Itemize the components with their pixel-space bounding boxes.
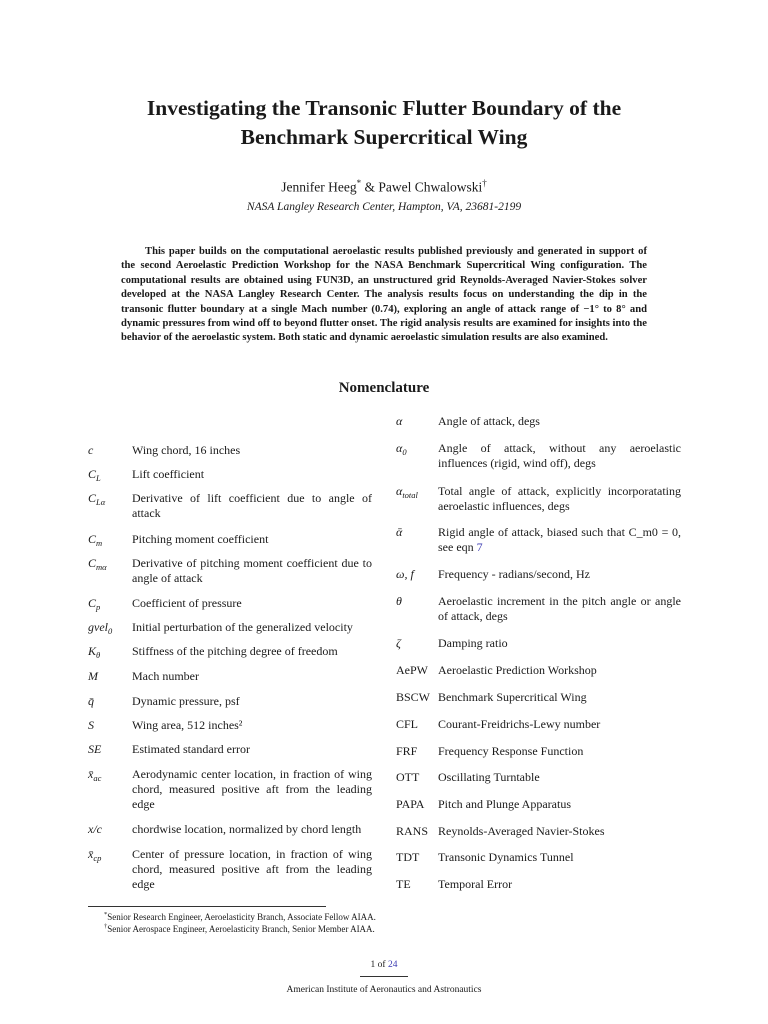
nomenclature-symbol: $C_L$ (88, 467, 101, 483)
nomenclature-definition: Aeroelastic Prediction Workshop (438, 663, 597, 677)
nomenclature-definition: Transonic Dynamics Tunnel (438, 850, 574, 864)
nomenclature-definition: Total angle of attack, explicitly incorporatating aeroelastic influences, degs (438, 484, 681, 513)
author-2: Pawel Chwalowski (378, 179, 483, 195)
journal-name: American Institute of Aeronautics and Astronautics (286, 985, 482, 995)
author-2-mark: † (482, 178, 487, 188)
nomenclature-entry (396, 690, 681, 705)
nomenclature-symbol: α (396, 414, 403, 428)
affiliation: NASA Langley Research Center, Hampton, VA, 23681-2199 (246, 201, 522, 213)
nomenclature-symbol: OTT (396, 770, 420, 784)
nomenclature-definition: Aeroelastic increment in the pitch angle or angle of attack, degs (438, 594, 681, 623)
nomenclature-definition: Courant-Freidrichs-Lewy number (438, 717, 601, 731)
paper-title (0, 94, 768, 152)
nomenclature-definition: Rigid angle of attack, biased such that C_m0 = 0, see eqn 7 (438, 525, 681, 554)
page-number: 1 of 24 (370, 960, 398, 970)
nomenclature-entry (396, 414, 681, 433)
nomenclature-symbol: M (88, 669, 98, 683)
nomenclature-symbol: TE (396, 877, 411, 891)
nomenclature-entry (396, 567, 681, 586)
nomenclature-definition: Derivative of pitching moment coefficient due to angle of attack (132, 556, 372, 585)
nomenclature-entry (396, 850, 681, 865)
nomenclature-entry (88, 742, 372, 761)
nomenclature-symbol: ζ (396, 636, 401, 650)
nomenclature-definition: Frequency - radians/second, Hz (438, 567, 590, 581)
nomenclature-symbol: $K_\theta$ (88, 644, 101, 660)
nomenclature-symbol: $C_{L\alpha}$ (88, 491, 106, 507)
nomenclature-entry (88, 467, 372, 486)
nomenclature-definition: Reynolds-Averaged Navier-Stokes (438, 824, 605, 838)
nomenclature-symbol: $C_p$ (88, 596, 101, 612)
nomenclature-symbol: q̄ (88, 694, 94, 708)
nomenclature-symbol: θ (396, 594, 402, 608)
nomenclature-definition: Coefficient of pressure (132, 596, 242, 610)
nomenclature-definition: Center of pressure location, in fraction of wing chord, measured positive aft from the leading edge (132, 847, 372, 891)
nomenclature-entry (396, 525, 681, 555)
nomenclature-entry (88, 532, 372, 551)
nomenclature-definition: Stiffness of the pitching degree of freedom (132, 644, 338, 658)
nomenclature-entry (396, 877, 681, 892)
nomenclature-symbol: AePW (396, 663, 428, 677)
nomenclature-symbol: $\alpha_0$ (396, 441, 407, 457)
nomenclature-entry (88, 669, 372, 688)
footnote: †Senior Aerospace Engineer, Aeroelasticity Branch, Senior Member AIAA. (104, 923, 375, 934)
nomenclature-symbol: CFL (396, 717, 419, 731)
page-total-link[interactable]: 24 (387, 960, 398, 970)
nomenclature-entry (88, 847, 372, 892)
nomenclature-entry (88, 822, 372, 841)
nomenclature-symbol: gvel$_0$ (88, 620, 113, 636)
nomenclature-entry (396, 441, 681, 471)
nomenclature-symbol: ω, f (396, 567, 414, 581)
nomenclature-symbol: BSCW (396, 690, 431, 704)
nomenclature-definition: Frequency Response Function (438, 744, 584, 758)
nomenclature-entry (396, 636, 681, 655)
nomenclature-symbol: PAPA (396, 797, 425, 811)
nomenclature-definition: Aerodynamic center location, in fraction of wing chord, measured positive aft from the leading edge (132, 767, 372, 811)
nomenclature-symbol: c (88, 443, 94, 457)
nomenclature-definition: Derivative of lift coefficient due to angle of attack (132, 491, 372, 520)
nomenclature-symbol: $x̄_{cp}$ (88, 847, 102, 863)
nomenclature-definition: Dynamic pressure, psf (132, 694, 240, 708)
nomenclature-entry (88, 491, 372, 521)
nomenclature-entry (88, 556, 372, 586)
nomenclature-definition: Initial perturbation of the generalized velocity (132, 620, 353, 634)
nomenclature-definition: Pitch and Plunge Apparatus (438, 797, 571, 811)
nomenclature-entry (88, 718, 372, 737)
paper-title-line-2: Benchmark Supercritical Wing (240, 125, 528, 149)
nomenclature-entry (396, 797, 681, 812)
nomenclature-definition: Lift coefficient (132, 467, 205, 481)
nomenclature-symbol: SE (88, 742, 102, 756)
nomenclature-entry (396, 594, 681, 624)
nomenclature-entry (88, 443, 372, 462)
nomenclature-definition: Estimated standard error (132, 742, 250, 756)
paper-title-line-1: Investigating the Transonic Flutter Boundary of the (146, 96, 622, 120)
page-number-rule (360, 976, 408, 977)
nomenclature-entry (88, 620, 372, 639)
nomenclature-entry (396, 770, 681, 785)
nomenclature-symbol: $C_{m\alpha}$ (88, 556, 107, 572)
footnote-divider (88, 906, 326, 907)
nomenclature-symbol: FRF (396, 744, 418, 758)
nomenclature-entry (396, 663, 681, 678)
nomenclature-entry (88, 596, 372, 615)
nomenclature-definition: Temporal Error (438, 877, 513, 891)
nomenclature-entry (396, 744, 681, 759)
nomenclature-definition: Wing chord, 16 inches (132, 443, 241, 457)
nomenclature-definition: Oscillating Turntable (438, 770, 540, 784)
author-list (0, 178, 768, 196)
author-1: Jennifer Heeg (281, 179, 357, 195)
nomenclature-definition: Mach number (132, 669, 199, 683)
nomenclature-heading: Nomenclature (338, 380, 430, 396)
nomenclature-entry (396, 717, 681, 732)
nomenclature-symbol: $C_m$ (88, 532, 103, 548)
author-1-mark: * (356, 178, 362, 188)
nomenclature-symbol: ᾱ (396, 525, 403, 539)
nomenclature-definition: chordwise location, normalized by chord length (132, 822, 362, 836)
nomenclature-symbol: $x̄_{ac}$ (88, 767, 102, 783)
nomenclature-entry (396, 824, 681, 839)
nomenclature-symbol: x/c (88, 822, 102, 836)
nomenclature-definition: Angle of attack, without any aeroelastic influences (rigid, wind off), degs (438, 441, 681, 470)
equation-link[interactable]: 7 (476, 540, 483, 554)
footnote: *Senior Research Engineer, Aeroelasticity Branch, Associate Fellow AIAA. (104, 911, 376, 922)
nomenclature-symbol: S (88, 718, 94, 732)
nomenclature-symbol: RANS (396, 824, 429, 838)
nomenclature-symbol: TDT (396, 850, 420, 864)
nomenclature-symbol: $\alpha_{total}$ (396, 484, 418, 500)
nomenclature-entry (396, 484, 681, 514)
nomenclature-entry (88, 767, 372, 812)
nomenclature-definition: Angle of attack, degs (438, 414, 540, 428)
nomenclature-definition: Pitching moment coefficient (132, 532, 269, 546)
nomenclature-definition: Wing area, 512 inches² (132, 718, 243, 732)
nomenclature-definition: Benchmark Supercritical Wing (438, 690, 587, 704)
abstract: This paper builds on the computational aeroelastic results published previously and generated in support of the second Aeroelastic Prediction Workshop for the NASA Benchmark Supercritical Wing configuration. The computational results are obtained using FUN3D, an unstructured grid Reynolds-Averaged Navier-Stokes solver developed at the NASA Langley Research Center. The analysis results focus on understanding the dip in the transonic flutter boundary at a single Mach number (0.74), exploring an angle of attack range of −1° to 8° and dynamic pressures from wind off to beyond flutter onset. The rigid analysis results are examined for insights into the behavior of the aeroelastic system. Both static and dynamic aeroelastic simulation results are also examined. (121, 246, 647, 344)
nomenclature-entry (88, 644, 372, 663)
author-connector: & (361, 179, 379, 195)
nomenclature-definition: Damping ratio (438, 636, 508, 650)
nomenclature-entry (88, 694, 372, 713)
